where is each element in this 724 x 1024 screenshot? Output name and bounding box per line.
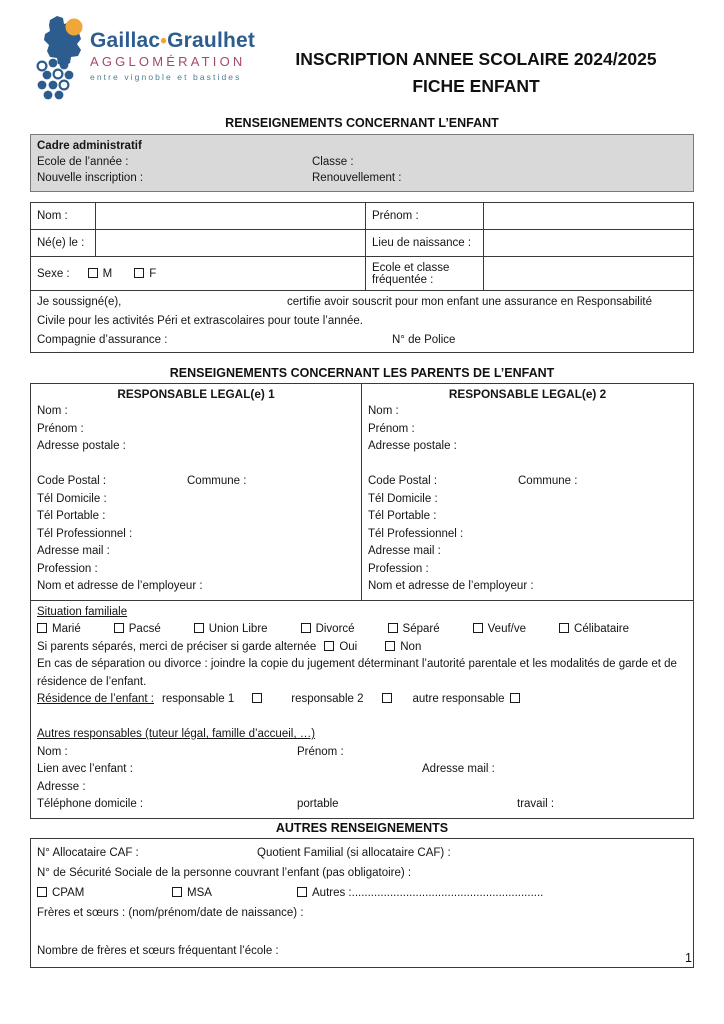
resp2-employeur-label: Nom et adresse de l’employeur : xyxy=(368,580,534,592)
pacse-checkbox[interactable] xyxy=(114,623,124,633)
enfant-info-table xyxy=(30,202,694,353)
autres-resp-mail-label: Adresse mail : xyxy=(422,763,495,775)
resp1-tel-domicile-label: Tél Domicile : xyxy=(37,492,107,505)
numero-police-label: N° de Police xyxy=(392,334,456,346)
garde-oui-checkbox[interactable] xyxy=(324,641,334,651)
section-title-autres: AUTRES RENSEIGNEMENTS xyxy=(275,820,449,835)
sexe-label: Sexe : xyxy=(37,267,70,280)
certifie-assurance-text: certifie avoir souscrit pour mon enfant une assurance en Responsabilité xyxy=(287,296,653,308)
tel-domicile-label: Téléphone domicile : xyxy=(37,798,144,810)
residence-autre-label: autre responsable xyxy=(412,693,505,705)
ecole-annee-label: Ecole de l’année : xyxy=(37,156,129,168)
option-union-libre xyxy=(194,621,268,639)
divorce-notice-text: En cas de séparation ou divorce : joindre la copie du jugement déterminant l’autorité parentale et les modalités de garde et de résidence de l’enfant. xyxy=(37,658,677,688)
table-row-naissance xyxy=(31,230,694,257)
resp1-tel-portable-label: Tél Portable : xyxy=(37,510,106,522)
admin-row-inscription xyxy=(37,170,687,186)
tel-portable-label: portable xyxy=(297,798,339,810)
pacse-label: Pacsé xyxy=(128,623,161,635)
assurance-line1 xyxy=(37,293,687,312)
option-pacse xyxy=(114,621,161,639)
resp1-adresse-mail-label: Adresse mail : xyxy=(37,545,110,557)
autres-dotted-line: ............................................................ xyxy=(351,886,544,899)
situation-options-row xyxy=(37,621,687,639)
autres-blank-line xyxy=(37,923,687,941)
resp2-adresse-label: Adresse postale : xyxy=(368,440,457,452)
regime-row xyxy=(37,883,687,903)
ne-le-value-cell xyxy=(96,230,366,257)
logo-dot: • xyxy=(160,31,168,52)
separe-checkbox[interactable] xyxy=(388,623,398,633)
divorce-label: Divorcé xyxy=(315,623,355,635)
autres-resp-lien-row xyxy=(37,761,687,779)
residence-resp2-checkbox[interactable] xyxy=(382,693,392,703)
sexe-m-checkbox[interactable] xyxy=(88,268,98,278)
union-libre-checkbox[interactable] xyxy=(194,623,204,633)
autres-renseignements-box xyxy=(30,838,694,968)
autres-resp-nom-row xyxy=(37,744,687,762)
resp2-commune-label: Commune : xyxy=(518,475,578,487)
document-title-line2: FICHE ENFANT xyxy=(412,76,540,96)
tel-travail-label: travail : xyxy=(517,798,555,810)
logo-text xyxy=(90,14,255,84)
option-separe xyxy=(388,621,440,639)
autres-resp-tel-row xyxy=(37,796,687,814)
resp1-employeur-label: Nom et adresse de l’employeur : xyxy=(37,580,203,592)
celibataire-label: Célibataire xyxy=(574,623,629,635)
autres-option xyxy=(297,887,543,899)
resp1-tel-professionnel-label: Tél Professionnel : xyxy=(37,527,133,540)
option-divorce xyxy=(301,621,355,639)
parents-columns xyxy=(31,384,693,600)
document-title xyxy=(258,46,694,100)
divorce-checkbox[interactable] xyxy=(301,623,311,633)
section-title-parents: RENSEIGNEMENTS CONCERNANT LES PARENTS DE L’ENFANT xyxy=(169,366,555,380)
sexe-cell xyxy=(31,257,366,291)
situation-familiale-title: Situation familiale xyxy=(37,605,128,618)
union-libre-label: Union Libre xyxy=(208,623,268,635)
document-title-line1: INSCRIPTION ANNEE SCOLAIRE 2024/2025 xyxy=(295,49,657,69)
logo-name-gaillac: Gaillac xyxy=(90,29,161,52)
resp2-tel-portable-label: Tél Portable : xyxy=(368,510,437,522)
cpam-checkbox[interactable] xyxy=(37,887,47,897)
lieu-naissance-label: Lieu de naissance : xyxy=(366,230,484,257)
allocataire-caf-label: N° Allocataire CAF : xyxy=(37,846,139,859)
logo-tagline: entre vignoble et bastides xyxy=(90,72,242,82)
securite-sociale-label: N° de Sécurité Sociale de la personne couvrant l’enfant (pas obligatoire) : xyxy=(37,866,412,879)
ecole-classe-frequentee-value-cell xyxy=(484,257,694,291)
autres-responsables-title: Autres responsables (tuteur légal, famille d’accueil, …) xyxy=(37,728,316,740)
nom-value-cell xyxy=(96,203,366,230)
resp2-nom-label: Nom : xyxy=(368,405,399,417)
resp1-blank-line xyxy=(37,456,355,474)
resp1-commune-label: Commune : xyxy=(187,475,247,487)
veuf-checkbox[interactable] xyxy=(473,623,483,633)
lien-enfant-label: Lien avec l’enfant : xyxy=(37,763,133,775)
garde-alternee-row xyxy=(37,639,687,657)
ne-le-label: Né(e) le : xyxy=(31,230,96,257)
resp2-prenom-label: Prénom : xyxy=(368,422,415,435)
garde-alternee-label: Si parents séparés, merci de préciser si garde alternée xyxy=(37,640,317,653)
resp2-blank-line xyxy=(368,456,687,474)
resp1-cp-commune-line xyxy=(37,473,355,491)
nouvelle-inscription-label: Nouvelle inscription : xyxy=(37,172,144,184)
je-soussigne-label: Je soussigné(e), xyxy=(37,296,122,308)
celibataire-checkbox[interactable] xyxy=(559,623,569,633)
section-title-enfant: RENSEIGNEMENTS CONCERNANT L’ENFANT xyxy=(225,116,499,130)
situation-familiale-section xyxy=(31,600,693,818)
logo-name xyxy=(90,30,255,53)
lieu-naissance-value-cell xyxy=(484,230,694,257)
autres-label: Autres : xyxy=(312,886,352,899)
option-marie xyxy=(37,621,81,639)
prenom-label: Prénom : xyxy=(366,203,484,230)
admin-row-ecole xyxy=(37,154,687,170)
page-number: 1 xyxy=(685,951,692,965)
sexe-f-label: F xyxy=(149,267,157,280)
resp2-cp-commune-line xyxy=(368,473,687,491)
option-veuf xyxy=(473,621,526,639)
parents-box xyxy=(30,383,694,819)
caf-row xyxy=(37,843,687,863)
autres-resp-nom-label: Nom : xyxy=(37,745,68,758)
cpam-option xyxy=(37,883,172,903)
classe-label: Classe : xyxy=(312,156,354,168)
resp1-code-postal-label: Code Postal : xyxy=(37,475,107,487)
admin-title: Cadre administratif xyxy=(37,140,142,152)
nombre-freres-label: Nombre de frères et sœurs fréquentant l’école : xyxy=(37,944,279,957)
residence-resp2-label: responsable 2 xyxy=(291,693,364,705)
resp2-code-postal-label: Code Postal : xyxy=(368,475,438,487)
table-row-nom xyxy=(31,203,694,230)
table-row-assurance xyxy=(31,291,694,353)
separe-label: Séparé xyxy=(402,623,440,635)
residence-resp1-label: responsable 1 xyxy=(162,693,235,705)
territory-grapes-logo-icon xyxy=(34,14,88,106)
responsable-legal-2-header: RESPONSABLE LEGAL(e) 2 xyxy=(448,387,607,401)
autres-checkbox[interactable] xyxy=(297,887,307,897)
assurance-line3 xyxy=(37,331,687,350)
ecole-classe-frequentee-label: Ecole et classe fréquentée : xyxy=(366,257,484,291)
assurance-line2: Civile pour les activités Péri et extrascolaires pour toute l’année. xyxy=(37,315,363,327)
residence-enfant-label: Résidence de l’enfant : xyxy=(37,693,154,705)
assurance-cell xyxy=(31,291,694,353)
admin-box xyxy=(30,134,694,192)
residence-resp1-checkbox[interactable] xyxy=(252,693,262,703)
logo-subtitle: AGGLOMÉRATION xyxy=(90,54,246,69)
resp2-adresse-mail-label: Adresse mail : xyxy=(368,545,441,557)
resp2-tel-domicile-label: Tél Domicile : xyxy=(368,492,438,505)
quotient-familial-label: Quotient Familial (si allocataire CAF) : xyxy=(257,846,451,859)
sexe-m-label: M xyxy=(102,267,113,280)
autres-resp-prenom-label: Prénom : xyxy=(297,745,344,758)
responsable-legal-2-column xyxy=(362,384,693,600)
autres-resp-adresse-label: Adresse : xyxy=(37,780,86,793)
resp2-profession-label: Profession : xyxy=(368,562,429,575)
compagnie-assurance-label: Compagnie d’assurance : xyxy=(37,334,168,346)
resp2-tel-professionnel-label: Tél Professionnel : xyxy=(368,527,464,540)
nom-label: Nom : xyxy=(31,203,96,230)
page-header xyxy=(30,14,694,114)
resp1-prenom-label: Prénom : xyxy=(37,422,84,435)
garde-non-checkbox[interactable] xyxy=(385,641,395,651)
sexe-f-checkbox[interactable] xyxy=(134,268,144,278)
prenom-value-cell xyxy=(484,203,694,230)
msa-checkbox[interactable] xyxy=(172,887,182,897)
responsable-legal-1-column xyxy=(31,384,362,600)
resp1-nom-label: Nom : xyxy=(37,405,68,417)
msa-label: MSA xyxy=(187,886,212,899)
garde-non-label: Non xyxy=(400,640,422,653)
marie-checkbox[interactable] xyxy=(37,623,47,633)
logo-name-graulhet: Graulhet xyxy=(167,29,256,52)
situation-blank-line xyxy=(37,709,687,727)
option-celibataire xyxy=(559,621,629,639)
agglomeration-logo xyxy=(34,14,255,106)
cpam-label: CPAM xyxy=(52,886,85,899)
garde-oui-label: Oui xyxy=(339,640,358,653)
residence-enfant-row xyxy=(37,691,687,709)
renouvellement-label: Renouvellement : xyxy=(312,172,402,184)
freres-soeurs-label: Frères et sœurs : (nom/prénom/date de naissance) : xyxy=(37,906,304,919)
msa-option xyxy=(172,883,297,903)
table-row-sexe-ecole xyxy=(31,257,694,291)
marie-label: Marié xyxy=(52,623,81,635)
residence-autre-checkbox[interactable] xyxy=(510,693,520,703)
resp1-adresse-label: Adresse postale : xyxy=(37,440,126,452)
veuf-label: Veuf/ve xyxy=(487,623,527,635)
responsable-legal-1-header: RESPONSABLE LEGAL(e) 1 xyxy=(117,387,275,401)
resp1-profession-label: Profession : xyxy=(37,562,98,575)
